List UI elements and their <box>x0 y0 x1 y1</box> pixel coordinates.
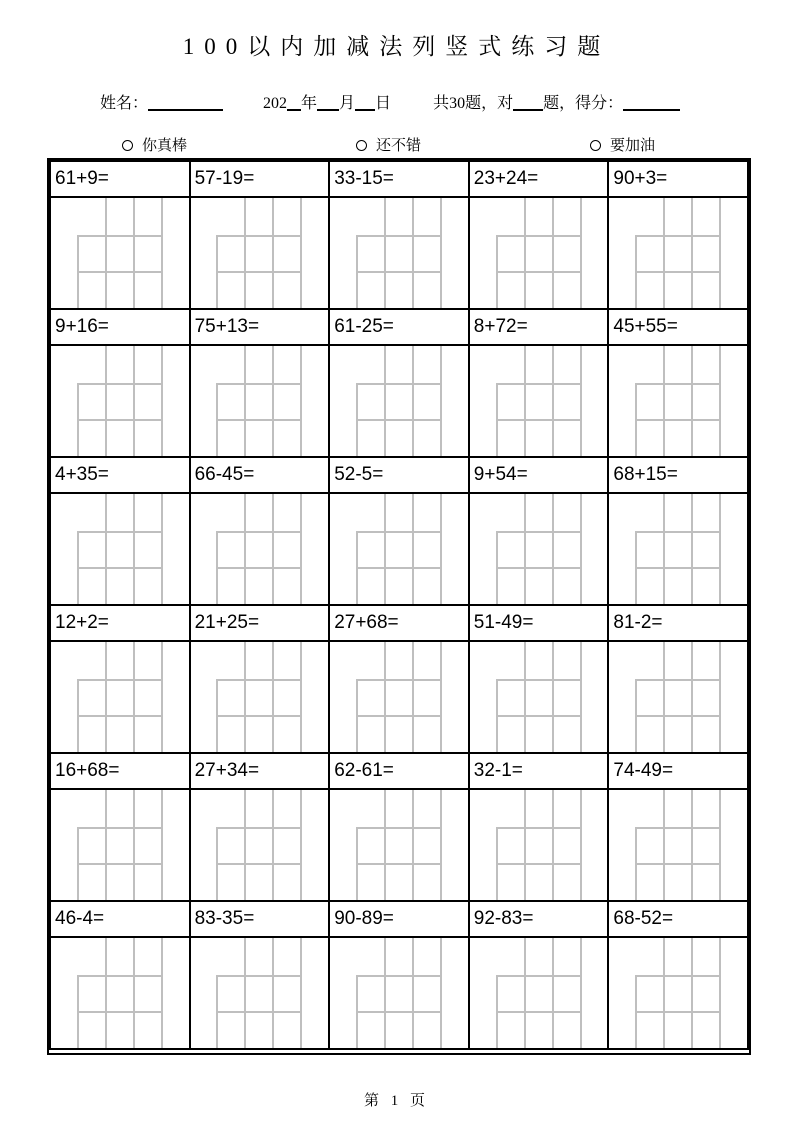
page-footer: 第 1 页 <box>363 1093 429 1109</box>
vertical-calc-grid <box>77 346 163 456</box>
grid-hline <box>216 383 302 385</box>
grid-vline <box>161 346 163 456</box>
month-blank <box>317 97 339 111</box>
grid-hline <box>77 567 163 569</box>
grid-hline <box>356 679 442 681</box>
grid-vline <box>580 494 582 604</box>
grid-vline <box>384 494 386 604</box>
grid-vline <box>412 198 414 308</box>
answer-cell <box>50 493 190 605</box>
grid-vline <box>384 938 386 1048</box>
grid-vline <box>580 938 582 1048</box>
problem-label-cell: 9+54= <box>469 457 609 493</box>
grid-hline <box>635 1011 721 1013</box>
grid-hline <box>635 419 721 421</box>
vertical-calc-grid <box>496 642 582 752</box>
problem-label-cell: 51-49= <box>469 605 609 641</box>
grid-hline <box>356 827 442 829</box>
grid-vline <box>412 494 414 604</box>
name-blank <box>148 97 223 111</box>
grid-vline <box>300 938 302 1048</box>
grid-vline <box>272 642 274 752</box>
grid-hline <box>496 1011 582 1013</box>
grid-vline <box>384 198 386 308</box>
grid-hline <box>77 863 163 865</box>
year-label: 年 <box>301 95 318 112</box>
grid-vline <box>440 790 442 900</box>
vertical-calc-grid <box>216 790 302 900</box>
answer-cell <box>190 345 330 457</box>
answer-cell <box>608 197 748 309</box>
grid-vline <box>412 938 414 1048</box>
answer-cell <box>190 937 330 1049</box>
answer-cell <box>469 197 609 309</box>
grid-hline <box>216 1011 302 1013</box>
vertical-calc-grid <box>216 346 302 456</box>
problem-label-cell: 12+2= <box>50 605 190 641</box>
grid-vline <box>244 790 246 900</box>
rating-item-great <box>122 134 187 155</box>
rating-label: 还不错 <box>376 138 422 154</box>
grid-hline <box>635 679 721 681</box>
grid-vline <box>412 790 414 900</box>
grid-hline <box>216 975 302 977</box>
grid-vline <box>161 790 163 900</box>
grid-hline <box>496 567 582 569</box>
vertical-calc-grid <box>635 494 721 604</box>
grid-vline <box>161 494 163 604</box>
vertical-calc-grid <box>635 642 721 752</box>
grid-hline <box>635 271 721 273</box>
grid-vline <box>105 938 107 1048</box>
rating-item-tryharder <box>590 134 655 155</box>
answer-cell <box>608 789 748 901</box>
answer-row <box>50 345 748 457</box>
grid-hline <box>496 827 582 829</box>
problem-label-cell: 45+55= <box>608 309 748 345</box>
answer-cell <box>329 493 469 605</box>
answer-cell <box>50 345 190 457</box>
grid-vline <box>552 938 554 1048</box>
grid-vline <box>384 790 386 900</box>
answer-row <box>50 789 748 901</box>
answer-row <box>50 197 748 309</box>
problem-label-cell: 52-5= <box>329 457 469 493</box>
rating-circle-icon <box>356 140 367 151</box>
vertical-calc-grid <box>77 642 163 752</box>
grid-vline <box>719 198 721 308</box>
grid-hline <box>356 419 442 421</box>
problem-label-cell: 83-35= <box>190 901 330 937</box>
problem-label-cell: 68-52= <box>608 901 748 937</box>
grid-vline <box>719 790 721 900</box>
grid-vline <box>524 494 526 604</box>
year-prefix: 202 <box>263 95 288 112</box>
vertical-calc-grid <box>496 938 582 1048</box>
grid-vline <box>440 198 442 308</box>
grid-hline <box>77 419 163 421</box>
grid-hline <box>356 715 442 717</box>
vertical-calc-grid <box>356 494 442 604</box>
grid-vline <box>580 642 582 752</box>
grid-hline <box>496 531 582 533</box>
grid-vline <box>244 938 246 1048</box>
problem-label-row <box>50 753 748 789</box>
problem-label-cell: 27+68= <box>329 605 469 641</box>
grid-hline <box>77 679 163 681</box>
grid-hline <box>216 235 302 237</box>
grid-vline <box>580 346 582 456</box>
grid-hline <box>635 567 721 569</box>
problem-label-cell: 90+3= <box>608 161 748 197</box>
grid-hline <box>216 271 302 273</box>
answer-cell <box>190 789 330 901</box>
grid-vline <box>105 494 107 604</box>
vertical-calc-grid <box>496 198 582 308</box>
problem-label-cell: 57-19= <box>190 161 330 197</box>
vertical-calc-grid <box>356 346 442 456</box>
day-label: 日 <box>375 95 392 112</box>
problem-label-cell: 23+24= <box>469 161 609 197</box>
grid-hline <box>216 715 302 717</box>
grid-vline <box>524 346 526 456</box>
grid-vline <box>105 346 107 456</box>
grid-vline <box>663 494 665 604</box>
answer-cell <box>190 493 330 605</box>
answer-cell <box>329 345 469 457</box>
grid-vline <box>272 198 274 308</box>
grid-hline <box>356 975 442 977</box>
problem-label-row <box>50 457 748 493</box>
score-label: 题，得分： <box>543 95 624 112</box>
grid-hline <box>216 567 302 569</box>
grid-vline <box>691 938 693 1048</box>
grid-hline <box>356 383 442 385</box>
name-label: 姓名： <box>100 95 149 112</box>
answer-cell <box>608 345 748 457</box>
vertical-calc-grid <box>77 790 163 900</box>
grid-vline <box>440 494 442 604</box>
grid-vline <box>272 494 274 604</box>
correct-count-blank <box>513 97 543 111</box>
problem-label-cell: 90-89= <box>329 901 469 937</box>
grid-vline <box>133 346 135 456</box>
problem-label-cell: 33-15= <box>329 161 469 197</box>
answer-cell <box>329 197 469 309</box>
grid-vline <box>552 790 554 900</box>
grid-hline <box>635 715 721 717</box>
vertical-calc-grid <box>77 494 163 604</box>
vertical-calc-grid <box>635 938 721 1048</box>
problem-label-cell: 8+72= <box>469 309 609 345</box>
answer-cell <box>329 641 469 753</box>
grid-vline <box>663 790 665 900</box>
answer-row <box>50 937 748 1049</box>
grid-vline <box>691 346 693 456</box>
answer-cell <box>329 789 469 901</box>
grid-vline <box>580 790 582 900</box>
vertical-calc-grid <box>635 346 721 456</box>
grid-vline <box>552 346 554 456</box>
problem-label-cell: 68+15= <box>608 457 748 493</box>
problem-label-cell: 75+13= <box>190 309 330 345</box>
vertical-calc-grid <box>496 790 582 900</box>
grid-hline <box>635 531 721 533</box>
grid-vline <box>244 494 246 604</box>
answer-cell <box>608 937 748 1049</box>
grid-hline <box>216 827 302 829</box>
grid-vline <box>691 198 693 308</box>
problems-table-border <box>47 158 751 1055</box>
grid-hline <box>356 271 442 273</box>
problem-label-cell: 32-1= <box>469 753 609 789</box>
grid-vline <box>161 938 163 1048</box>
grid-hline <box>635 383 721 385</box>
answer-cell <box>50 789 190 901</box>
grid-vline <box>580 198 582 308</box>
vertical-calc-grid <box>216 198 302 308</box>
problem-label-cell: 81-2= <box>608 605 748 641</box>
problem-label-cell: 27+34= <box>190 753 330 789</box>
problem-label-cell: 46-4= <box>50 901 190 937</box>
grid-vline <box>105 642 107 752</box>
problem-label-row <box>50 309 748 345</box>
grid-hline <box>496 235 582 237</box>
rating-row <box>47 134 751 156</box>
problem-label-cell: 16+68= <box>50 753 190 789</box>
grid-vline <box>719 642 721 752</box>
grid-vline <box>552 642 554 752</box>
grid-vline <box>440 346 442 456</box>
answer-cell <box>50 937 190 1049</box>
answer-cell <box>50 641 190 753</box>
answer-cell <box>469 345 609 457</box>
grid-hline <box>356 863 442 865</box>
problem-label-row <box>50 605 748 641</box>
grid-vline <box>300 790 302 900</box>
grid-hline <box>77 271 163 273</box>
problem-label-cell: 92-83= <box>469 901 609 937</box>
grid-vline <box>300 642 302 752</box>
grid-vline <box>691 494 693 604</box>
grid-vline <box>272 346 274 456</box>
rating-item-notbad <box>356 134 421 155</box>
grid-vline <box>552 198 554 308</box>
grid-vline <box>524 938 526 1048</box>
rating-circle-icon <box>590 140 601 151</box>
grid-vline <box>663 938 665 1048</box>
grid-vline <box>440 642 442 752</box>
vertical-calc-grid <box>356 938 442 1048</box>
score-blank <box>623 97 680 111</box>
grid-hline <box>635 975 721 977</box>
grid-vline <box>105 790 107 900</box>
grid-vline <box>719 494 721 604</box>
grid-hline <box>356 567 442 569</box>
grid-vline <box>133 494 135 604</box>
problem-label-cell: 66-45= <box>190 457 330 493</box>
page-title: 100以内加减法列竖式练习题 <box>182 34 611 59</box>
grid-vline <box>524 790 526 900</box>
grid-hline <box>77 715 163 717</box>
grid-vline <box>300 198 302 308</box>
vertical-calc-grid <box>216 494 302 604</box>
grid-vline <box>133 198 135 308</box>
grid-vline <box>133 642 135 752</box>
problems-table <box>49 160 749 1050</box>
grid-hline <box>496 271 582 273</box>
problem-label-cell: 4+35= <box>50 457 190 493</box>
grid-vline <box>719 938 721 1048</box>
vertical-calc-grid <box>77 938 163 1048</box>
grid-hline <box>496 383 582 385</box>
problem-label-cell: 61+9= <box>50 161 190 197</box>
grid-vline <box>663 198 665 308</box>
answer-row <box>50 641 748 753</box>
problem-label-cell: 21+25= <box>190 605 330 641</box>
grid-hline <box>496 679 582 681</box>
vertical-calc-grid <box>635 790 721 900</box>
vertical-calc-grid <box>356 790 442 900</box>
vertical-calc-grid <box>496 494 582 604</box>
grid-hline <box>216 419 302 421</box>
grid-hline <box>216 863 302 865</box>
grid-hline <box>356 531 442 533</box>
problem-label-row <box>50 901 748 937</box>
grid-vline <box>412 346 414 456</box>
grid-hline <box>356 235 442 237</box>
grid-hline <box>77 1011 163 1013</box>
problem-label-cell: 74-49= <box>608 753 748 789</box>
grid-hline <box>635 827 721 829</box>
grid-vline <box>272 938 274 1048</box>
grid-hline <box>77 975 163 977</box>
vertical-calc-grid <box>216 938 302 1048</box>
answer-cell <box>469 641 609 753</box>
grid-vline <box>384 346 386 456</box>
grid-vline <box>663 346 665 456</box>
problem-label-row <box>50 161 748 197</box>
grid-vline <box>161 198 163 308</box>
grid-vline <box>719 346 721 456</box>
grid-hline <box>496 715 582 717</box>
grid-hline <box>356 1011 442 1013</box>
grid-hline <box>496 419 582 421</box>
vertical-calc-grid <box>356 198 442 308</box>
grid-vline <box>244 642 246 752</box>
grid-vline <box>440 938 442 1048</box>
rating-label: 要加油 <box>610 138 656 154</box>
answer-row <box>50 493 748 605</box>
answer-cell <box>190 641 330 753</box>
grid-hline <box>216 531 302 533</box>
grid-hline <box>77 383 163 385</box>
grid-vline <box>524 198 526 308</box>
grid-vline <box>691 790 693 900</box>
grid-vline <box>272 790 274 900</box>
grid-vline <box>244 346 246 456</box>
grid-hline <box>635 863 721 865</box>
vertical-calc-grid <box>356 642 442 752</box>
vertical-calc-grid <box>496 346 582 456</box>
vertical-calc-grid <box>635 198 721 308</box>
grid-vline <box>244 198 246 308</box>
grid-vline <box>105 198 107 308</box>
grid-hline <box>216 679 302 681</box>
month-label: 月 <box>339 95 356 112</box>
problem-label-cell: 9+16= <box>50 309 190 345</box>
day-blank <box>355 97 375 111</box>
rating-label: 你真棒 <box>142 138 188 154</box>
grid-hline <box>77 827 163 829</box>
vertical-calc-grid <box>77 198 163 308</box>
year-blank <box>287 97 301 111</box>
answer-cell <box>50 197 190 309</box>
grid-vline <box>412 642 414 752</box>
grid-hline <box>496 863 582 865</box>
grid-vline <box>133 790 135 900</box>
vertical-calc-grid <box>216 642 302 752</box>
answer-cell <box>469 789 609 901</box>
rating-circle-icon <box>122 140 133 151</box>
grid-hline <box>77 235 163 237</box>
grid-hline <box>635 235 721 237</box>
grid-vline <box>133 938 135 1048</box>
grid-vline <box>300 494 302 604</box>
answer-cell <box>190 197 330 309</box>
grid-vline <box>161 642 163 752</box>
grid-vline <box>691 642 693 752</box>
count-label: 共30题，对 <box>433 95 514 112</box>
info-line <box>100 93 680 115</box>
grid-vline <box>300 346 302 456</box>
answer-cell <box>608 493 748 605</box>
answer-cell <box>329 937 469 1049</box>
grid-hline <box>496 975 582 977</box>
grid-vline <box>384 642 386 752</box>
grid-vline <box>663 642 665 752</box>
problem-label-cell: 62-61= <box>329 753 469 789</box>
answer-cell <box>469 493 609 605</box>
grid-vline <box>552 494 554 604</box>
answer-cell <box>469 937 609 1049</box>
problem-label-cell: 61-25= <box>329 309 469 345</box>
answer-cell <box>608 641 748 753</box>
grid-hline <box>77 531 163 533</box>
grid-vline <box>524 642 526 752</box>
